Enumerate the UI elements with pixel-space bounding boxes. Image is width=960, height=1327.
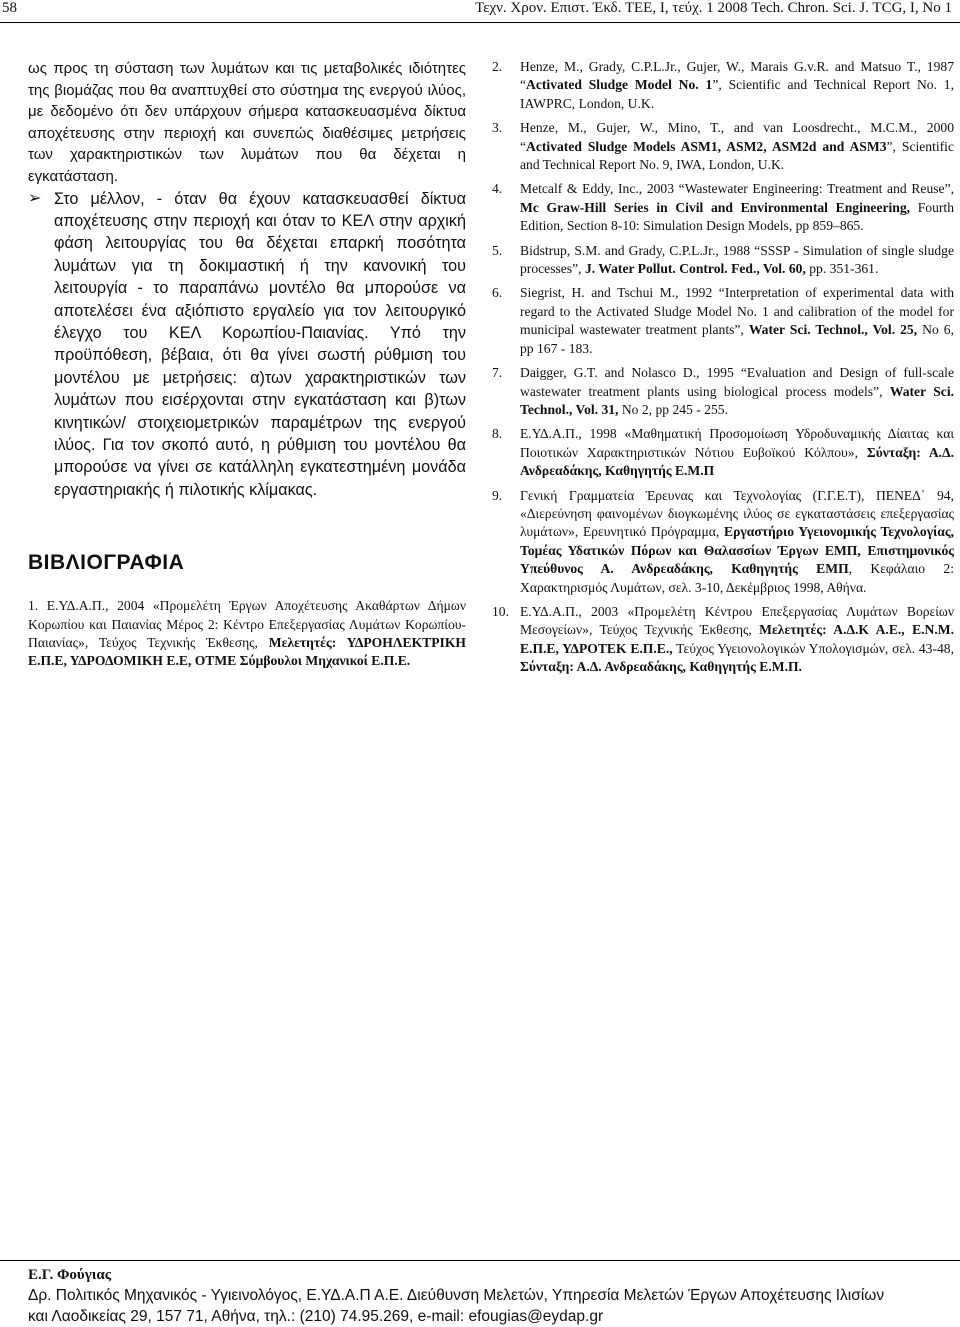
reference-text: Bidstrup, S.M. and Grady, C.P.L.Jr., 1988 “SSSP - Simulation of single sludge processes”,: [520, 242, 954, 277]
reference-authors: Μελετητές: ΥΔΡΟΗΛΕΚΤΡΙΚΗ Ε.Π.Ε, ΥΔΡΟΔΟΜΙΚΗ Ε.Ε, ΟΤΜΕ Σύμβουλοι Μηχανικοί Ε.Π.Ε.: [28, 635, 466, 669]
page-header: [0, 0, 960, 22]
reference-number: 7.: [492, 365, 503, 381]
reference-text: ”, Scientific and Technical Report No. 1, IAWPRC, London, U.K.: [520, 77, 954, 111]
reference-item: [492, 242, 954, 279]
reference-item: [492, 119, 954, 174]
reference-bold-text: J. Water Pollut. Control. Fed., Vol. 60,: [584, 261, 806, 277]
intro-paragraph: ως προς τη σύσταση των λυμάτων και τις μεταβολικές ιδιότητες της βιομάζας που θα αναπτυχθεί στο σύστημα της ενεργού ιλύος, με δεδομένο ότι δεν υπάρχουν σήμερα κατασκευασμένα δίκτυα αποχέτευσης στην περιοχή και συνεπώς διαθέσιμες μετρήσεις των χαρακτηριστικών των λυμάτων που θα δέχεται η εγκατάσταση.: [28, 60, 466, 185]
reference-text: , Κεφάλαιο 2: Χαρακτηρισμός Λυμάτων, σελ. 3-10, Δεκέμβριος 1998, Αθήνα.: [520, 561, 954, 595]
reference-text: Ε.ΥΔ.Α.Π., 2003 «Προμελέτη Κέντρου Επεξεργασίας Λυμάτων Βορείων Μεσογείων», Τεύχος Τεχνικής Έκθεσης,: [520, 603, 954, 638]
reference-number: 3.: [492, 120, 503, 136]
author-footer: [28, 1265, 958, 1327]
references-list: [492, 58, 954, 683]
reference-item: [492, 58, 954, 113]
reference-number: 8.: [492, 426, 503, 442]
author-affiliation: Δρ. Πολιτικός Μηχανικός - Υγιεινολόγος, Ε.ΥΔ.Α.Π Α.Ε. Διεύθυνση Μελετών, Υπηρεσία Μελετών Έργων Αποχέτευσης Ιλισίων: [28, 1287, 885, 1304]
bullet-item: [28, 188, 466, 502]
header-rule: [0, 22, 960, 23]
reference-number: 1.: [28, 598, 39, 614]
reference-text: Siegrist, H. and Tschui M., 1992 “Interpretation of experimental data with regard to the Activated Sludge Model No. 1 and calibration of the model for municipal wastewater treatment plants”,: [520, 285, 954, 338]
reference-text: No 6, pp 167 - 183.: [520, 322, 955, 356]
reference-bold-text: Water Sci. Technol., Vol. 31,: [520, 383, 955, 417]
reference-text: Ε.ΥΔ.Α.Π., 1998 «Μαθηματική Προσομοίωση Υδροδυναμικής Δίαιτας και Ποιοτικών Χαρακτηριστικών Νότιου Ευβοϊκού Κόλπου»,: [520, 426, 954, 460]
reference-text: Τεύχος Υγειονολογικών Υπολογισμών, σελ. 43-48,: [672, 640, 955, 656]
page-number: 58: [2, 0, 17, 16]
reference-text: Fourth Edition, Section 8-10: Simulation Design Models, pp 859–865.: [520, 199, 954, 234]
reference-text: pp. 351-361.: [805, 261, 879, 277]
reference-text: Γενική Γραμματεία Έρευνας και Τεχνολογίας (Γ.Γ.Ε.Τ), ΠΕΝΕΔ΄ 94, «Διερεύνηση φαινομένων διογκωμένης ιλύος σε εγκαταστάσεις επεξεργασίας λυμάτων», Ερευνητικό Πρόγραμμα,: [520, 487, 954, 540]
reference-text: Ε.ΥΔ.Α.Π., 2004 «Προμελέτη Έργων Αποχέτευσης Ακαθάρτων Δήμων Κορωπίου και Παιανίας Μέρος 2: Κέντρο Επεξεργασίας Λυμάτων Κορωπίου-Παιανίας», Τεύχος Τεχνικής Έκθεσης,: [28, 598, 466, 651]
reference-number: 10.: [492, 603, 509, 619]
reference-number: 4.: [492, 181, 503, 197]
bullet-arrow-icon: ➢: [28, 189, 42, 207]
reference-text: Henze, M., Gujer, W., Mino, T., and van Loosdrecht., M.C.M., 2000 “: [520, 120, 954, 154]
reference-number: 5.: [492, 242, 503, 258]
bibliography-heading: ΒΙΒΛΙΟΓΡΑΦΙΑ: [28, 551, 185, 575]
reference-item: [492, 284, 954, 358]
reference-number: 9.: [492, 487, 503, 503]
author-name: Ε.Γ. Φούγιας: [28, 1267, 112, 1283]
reference-item: [492, 364, 954, 419]
reference-item: [492, 603, 954, 677]
reference-text: Daigger, G.T. and Nolasco D., 1995 “Evaluation and Design of full-scale wastewater treatment plants using biological process models”,: [520, 365, 954, 399]
footer-rule: [0, 1260, 960, 1261]
reference-text: ”, Scientific and Technical Report No. 9, IWA, London, U.K.: [520, 138, 954, 173]
reference-text: Henze, M., Grady, C.P.L.Jr., Gujer, W., Marais G.v.R. and Matsuo T., 1987 “: [520, 59, 954, 93]
reference-number: 6.: [492, 285, 503, 301]
reference-item: [492, 180, 954, 235]
left-column: [28, 58, 466, 677]
running-head: Τεχν. Χρον. Επιστ. Έκδ. ΤΕΕ, Ι, τεύχ. 1 2008 Tech. Chron. Sci. J. TCG, I, No 1: [475, 0, 952, 16]
author-address: και Λαοδικείας 29, 157 71, Αθήνα, τηλ.: (210) 74.95.269, e-mail: efougias@eydap.gr: [28, 1308, 604, 1325]
reference-bold-text: Activated Sludge Models ASM1, ASM2, ASM2d and ASM3: [526, 138, 887, 154]
reference-item-1: [28, 597, 466, 671]
bullet-paragraph: Στο μέλλον, - όταν θα έχουν κατασκευασθεί δίκτυα αποχέτευσης στην περιοχή και όταν το ΚΕΛ στην αρχική φάση λειτουργίας του θα δέχεται επαρκή ποσότητα λυμάτων για τη δοκιμαστική ή την κανονική του λειτουργία - το παραπάνω μοντέλο θα μπορούσε να αποτελέσει ένα αξιόπιστο εργαλείο για τον λειτουργικό έλεγχο του ΚΕΛ Κορωπίου-Παιανίας. Υπό την προϋπόθεση, βέβαια, ότι θα γίνει σωστή ρύθμιση του μοντέλου με μετρήσεις: α)των χαρακτηριστικών των λυμάτων που εισέρχονται στην εγκατάσταση και β)των κινητικών/ στοιχειομετρικών παραμέτρων της ενεργού ιλύος. Για τον σκοπό αυτό, η ρύθμιση του μοντέλου θα μπορούσε να γίνει σε κατάλληλη εγκατεστημένη μονάδα εργαστηριακής ή πιλοτικής κλίμακας.: [54, 189, 466, 499]
reference-bold-text: Σύνταξη: Α.Δ. Ανδρεαδάκης, Καθηγητής Ε.Μ.Π: [520, 444, 954, 479]
reference-number: 2.: [492, 59, 503, 74]
reference-bold-text: Μελετητές: Α.Δ.Κ Α.Ε., Ε.Ν.Μ. Ε.Π.Ε, ΥΔΡΟΤΕΚ Ε.Π.Ε.,: [520, 622, 954, 656]
reference-bold-text: Σύνταξη: Α.Δ. Ανδρεαδάκης, Καθηγητής Ε.Μ.Π.: [520, 659, 802, 675]
reference-bold-text: Water Sci. Technol., Vol. 25,: [748, 322, 918, 338]
reference-item: [492, 487, 954, 597]
reference-bold-text: Activated Sludge Model No. 1: [526, 77, 713, 93]
reference-bold-text: Mc Graw-Hill Series in Civil and Environmental Engineering,: [520, 199, 911, 215]
reference-bold-text: Εργαστήριο Υγειονομικής Τεχνολογίας, Τομέας Υδατικών Πόρων και Θαλασσίων Έργων ΕΜΠ, Επιστημονικός Υπεύθυνος Α. Ανδρεαδάκης, Καθηγητής ΕΜΠ: [520, 524, 954, 577]
reference-text: No 2, pp 245 - 255.: [618, 401, 728, 417]
reference-item: [492, 425, 954, 480]
reference-text: Metcalf & Eddy, Inc., 2003 “Wastewater Engineering: Treatment and Reuse”,: [520, 181, 954, 197]
